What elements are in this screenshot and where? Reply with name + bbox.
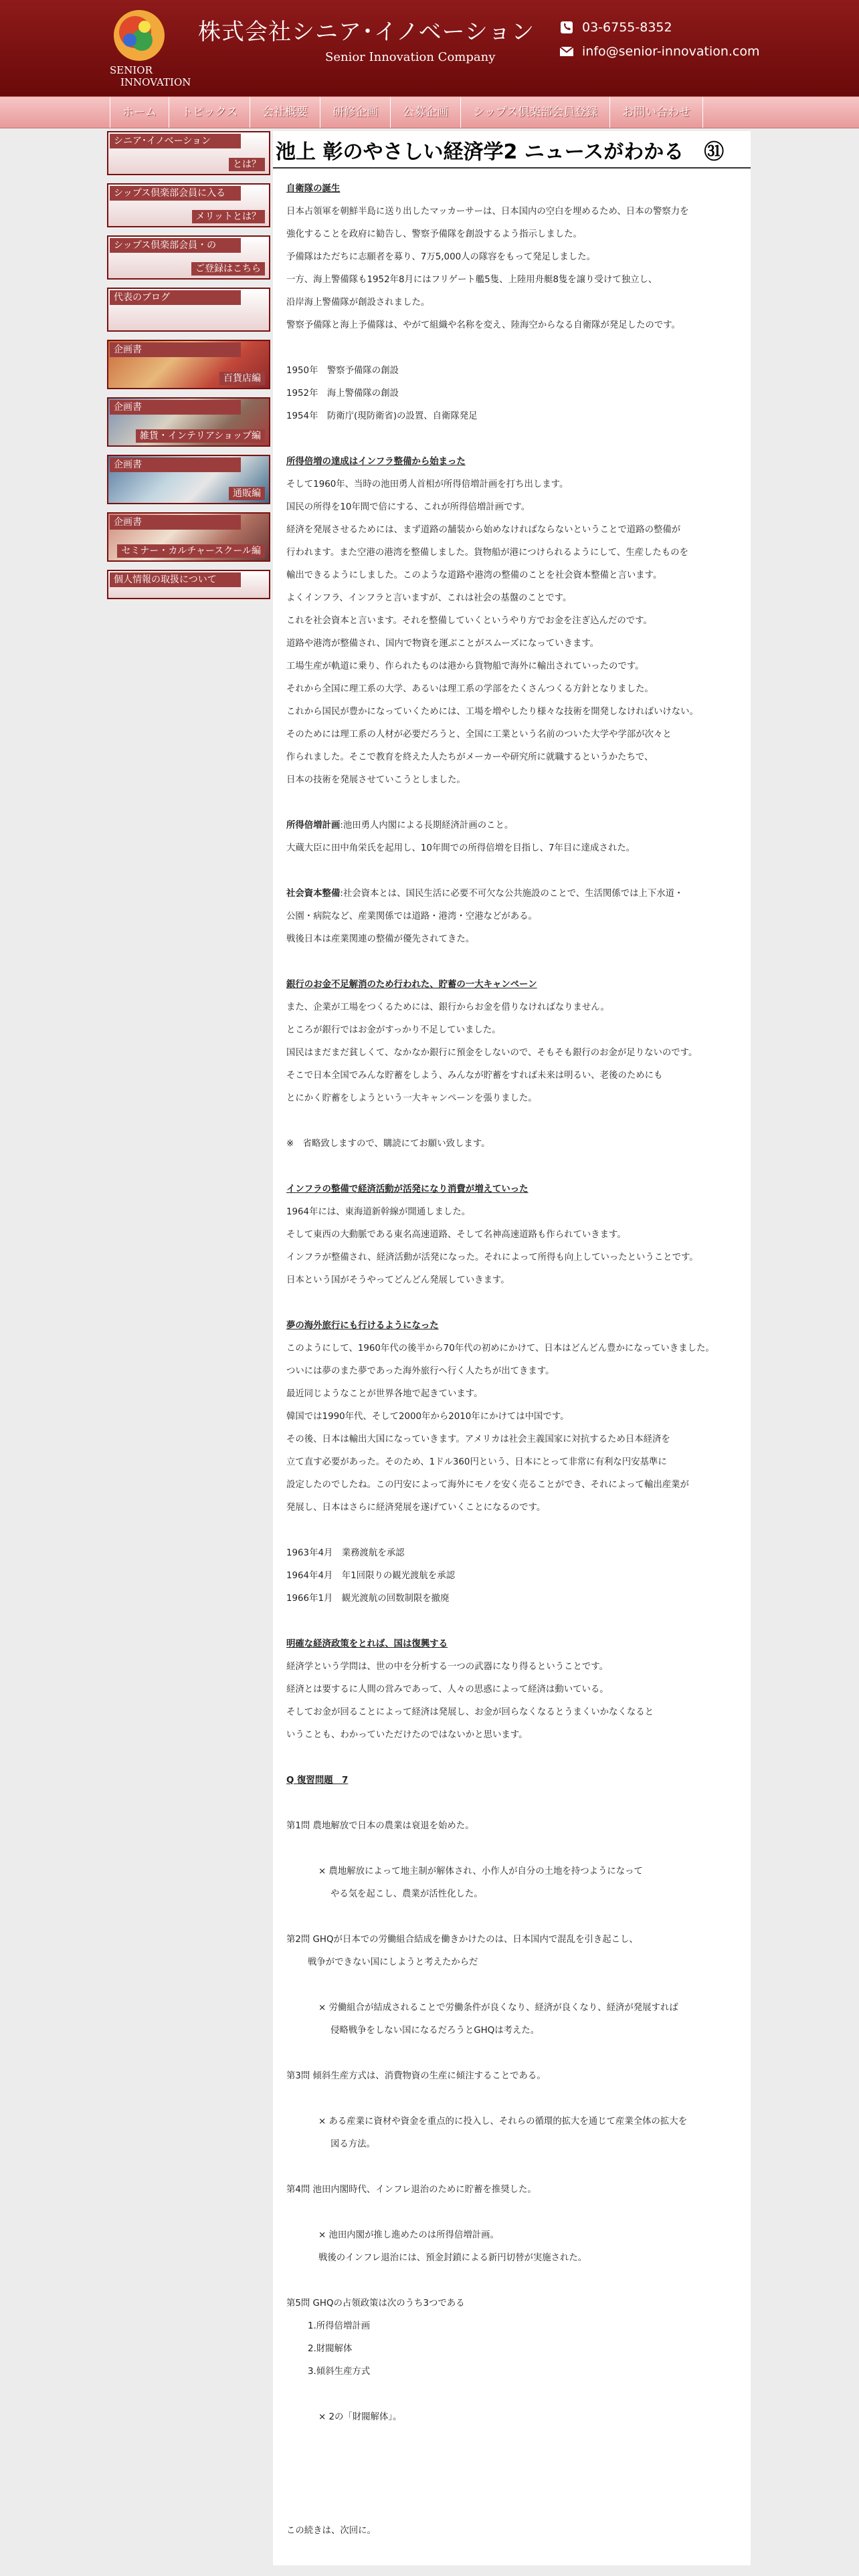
- article-line: 戦後のインフレ退治には、預金封鎖による新円切替が実施された。: [318, 2253, 587, 2263]
- nav-club-register[interactable]: シップス倶楽部会員登録: [461, 97, 610, 128]
- article-line: 1966年1月 観光渡航の回数制限を撤廃: [286, 1594, 450, 1604]
- logo-line1: SENIOR: [110, 64, 153, 76]
- main-content: [273, 131, 751, 2565]
- article-line: そして東西の大動脈である東名高速道路、そして名神高速道路も作られていきます。: [286, 1230, 626, 1240]
- article-line: また、企業が工場をつくるためには、銀行からお金を借りなければなりません。: [286, 1002, 609, 1012]
- sidebar-item-sub: 雑貨・インテリアショップ編: [136, 429, 265, 443]
- article-line: 輸出できるようにしました。このような道路や港湾の整備のことを社会資本整備と言います。: [286, 570, 662, 580]
- article-line: 戦後日本は産業関連の整備が優先されてきた。: [286, 934, 475, 944]
- article-line: [286, 428, 751, 451]
- phone-number[interactable]: 03-6755-8352: [582, 20, 672, 35]
- article-line: 侵略戦争をしない国になるだろうとGHQは考えた。: [330, 2026, 540, 2036]
- article-line: 強化することを政府に勧告し、警察予備隊を創設するよう指示しました。: [286, 229, 582, 239]
- article-line: 1964年4月 年1回限りの観光渡航を承認: [286, 1571, 455, 1581]
- article-line: [286, 2042, 751, 2065]
- article-line: 国民はまだまだ貧しくて、なかなか銀行に預金をしないので、そもそも銀行のお金が足りないのです。: [286, 1048, 698, 1058]
- sidebar-item-title: 企画書: [110, 515, 241, 530]
- sidebar-item-sub: 百貨店編: [219, 372, 265, 385]
- article-line: 日本の技術を発展させていこうとしました。: [286, 775, 466, 785]
- article-heading: 明確な経済政策をとれば、国は復興する: [286, 1639, 448, 1649]
- article-line: [286, 2474, 751, 2497]
- article-line: そしてお金が回ることによって経済は発展し、お金が回らなくなるとうまくいかなくなると: [286, 1707, 654, 1717]
- sidebar-item-title: 企画書: [110, 342, 241, 357]
- article-line: 予備隊はただちに志願者を募り、7万5,000人の隊容をもって発足しました。: [286, 252, 595, 262]
- sidebar-item-sub: ご登録はこちら: [191, 262, 265, 276]
- article-line: [286, 1747, 751, 1769]
- sidebar-item-title: 企画書: [110, 457, 241, 472]
- sidebar-item-club-merit[interactable]: [107, 183, 270, 227]
- article-heading: 所得倍増の達成はインフラ整備から始まった: [286, 457, 466, 467]
- article-line: 第3問 傾斜生産方式は、消費物資の生産に傾注することである。: [286, 2071, 546, 2081]
- sidebar-item-title: シニア･イノベーション: [110, 134, 241, 148]
- article-line: インフラが整備され、経済活動が活発になった。それによって所得も向上していったということです。: [286, 1253, 698, 1263]
- article-line: × 農地解放によって地主制が解体され、小作人が自分の土地を持つようになって: [318, 1866, 643, 1876]
- article-line: 経済とは要するに人間の営みであって、人々の思惑によって経済は動いている。: [286, 1685, 609, 1695]
- article-heading: インフラの整備で経済活動が活発になり消費が増えていった: [286, 1184, 529, 1194]
- article-line: × 2の「財閥解体」。: [318, 2412, 402, 2422]
- article-line: とにかく貯蓄をしようという一大キャンペーンを張りました。: [286, 1093, 537, 1103]
- article-line: [286, 337, 751, 360]
- article-line: 第4問 池田内閣時代、インフレ退治のために貯蓄を推奨した。: [286, 2185, 537, 2195]
- article-line: 第5問 GHQの占領政策は次のうち3つである: [286, 2298, 465, 2309]
- nav-public[interactable]: 公募企画: [391, 97, 461, 128]
- sidebar-item-title: シップス倶楽部会員・の: [110, 238, 241, 253]
- article-line: それから全国に理工系の大学、あるいは理工系の学部をたくさんつくる方針となりました。: [286, 684, 654, 694]
- article-line: 行われます。また空港の港湾を整備しました。貨物船が港につけられるようにして、生産したものを: [286, 548, 688, 558]
- article-line: 経済学という学問は、世の中を分析する一つの武器になり得るということです。: [286, 1662, 608, 1672]
- sidebar-item-title: 代表のブログ: [110, 290, 241, 305]
- article-line: これを社会資本と言います。それを整備していくというやり方でお金を注ぎ込んだのです。: [286, 616, 652, 626]
- company-logo-icon[interactable]: [110, 8, 169, 63]
- article-line: 3.傾斜生産方式: [308, 2367, 371, 2377]
- company-name-en: Senior Innovation Company: [325, 50, 496, 64]
- sidebar-item-blog[interactable]: [107, 288, 270, 332]
- article-line: [286, 2383, 751, 2406]
- article-heading: 自衛隊の誕生: [286, 184, 341, 194]
- article-line: 1.所得倍増計画: [308, 2321, 371, 2331]
- company-name: [198, 13, 535, 64]
- article-line: 公園・病院など、産業関係では道路・港湾・空港などがある。: [286, 911, 537, 922]
- article-line: 1954年 防衛庁(現防衛省)の設置、自衛隊発足: [286, 411, 478, 421]
- article-line: [286, 2429, 751, 2452]
- article-line: そこで日本全国でみんな貯蓄をしよう、みんなが貯蓄をすれば未来は明るい、老後のためにも: [286, 1071, 663, 1081]
- article-line: その後、日本は輸出大国になっていきます。アメリカは社会主義国家に対抗するため日本経済を: [286, 1434, 670, 1444]
- article-line: よくインフラ、インフラと言いますが、これは社会の基盤のことです。: [286, 593, 572, 603]
- nav-training[interactable]: 研修企画: [320, 97, 391, 128]
- article-heading: 銀行のお金不足解消のため行われた、貯蓄の一大キャンペーン: [286, 980, 537, 990]
- sidebar-item-plan-mail-order[interactable]: [107, 455, 270, 504]
- article-line: そのためには理工系の人材が必要だろうと、全国に工業という名前のついた大学や学部が次々と: [286, 730, 672, 740]
- article-line: 1952年 海上警備隊の創設: [286, 389, 399, 399]
- site-header: [0, 0, 859, 96]
- page-title: 池上 彰のやさしい経済学2 ニュースがわかる ㉛: [273, 140, 751, 169]
- article-line: [286, 1610, 751, 1633]
- sidebar-item-sub: セミナー・カルチャースクール編: [117, 544, 265, 558]
- article-line: 1964年には、東海道新幹線が開通しました。: [286, 1207, 471, 1217]
- sidebar-item-plan-interior[interactable]: [107, 397, 270, 447]
- article-line: この続きは、次回に。: [286, 2526, 376, 2536]
- article-line: [286, 2088, 751, 2111]
- article-line: × 池田内閣が推し進めたのは所得倍増計画。: [318, 2230, 499, 2240]
- article-line: 韓国では1990年代、そして2000年から2010年にかけては中国です。: [286, 1412, 569, 1422]
- article-line: 工場生産が軌道に乗り、作られたものは港から貨物船で海外に輸出されていったのです。: [286, 661, 644, 671]
- article-line: ところが銀行ではお金がすっかり不足していました。: [286, 1025, 501, 1035]
- article-line: 所得倍増計画:池田勇人内閣による長期経済計画のこと。: [286, 821, 514, 831]
- article-line: [286, 2452, 751, 2474]
- article-line: [286, 2270, 751, 2292]
- article-heading: 夢の海外旅行にも行けるようになった: [286, 1321, 439, 1331]
- article-line: [286, 792, 751, 815]
- article-line: これから国民が豊かになっていくためには、工場を増やしたり様々な技術を開発しなければいけない。: [286, 707, 698, 717]
- sidebar-item-title: シップス倶楽部会員に入る: [110, 186, 241, 201]
- article-line: [286, 1792, 751, 1815]
- article-line: [286, 1292, 751, 1315]
- article-line: [286, 1519, 751, 1542]
- article-line: [286, 951, 751, 974]
- sidebar-item-plan-seminar[interactable]: [107, 512, 270, 562]
- article-line: やる気を起こし、農業が活性化した。: [330, 1889, 483, 1899]
- phone-icon: [559, 21, 574, 34]
- article-line: × ある産業に資材や資金を重点的に投入し、それらの循環的拡大を通じて産業全体の拡大を: [318, 2117, 688, 2127]
- article-line: 大蔵大臣に田中角栄氏を起用し、10年間での所得倍増を目指し、7年目に達成された。: [286, 843, 636, 853]
- article-heading: Q 復習問題 7: [286, 1776, 349, 1786]
- article-line: 社会資本整備:社会資本とは、国民生活に必要不可欠な公共施設のことで、生活関係では上下水道・: [286, 889, 684, 899]
- sidebar-item-about[interactable]: [107, 131, 270, 175]
- article-line: 発展し、日本はさらに経済発展を遂げていくことになるのです。: [286, 1503, 546, 1513]
- article-line: [286, 2202, 751, 2224]
- article-line: [286, 1974, 751, 1997]
- email-address[interactable]: info@senior-innovation.com: [582, 44, 760, 59]
- article-line: 一方、海上警備隊も1952年8月にはフリゲート艦5隻、上陸用舟艇8隻を譲り受けて独立し、: [286, 275, 658, 285]
- logo-text: [110, 64, 191, 88]
- article-line: [286, 1156, 751, 1178]
- contact-info: [559, 20, 760, 68]
- article-line: [286, 1110, 751, 1133]
- article-line: × 労働組合が結成されることで労働条件が良くなり、経済が良くなり、経済が発展すれば: [318, 2003, 678, 2013]
- sidebar-item-privacy[interactable]: [107, 570, 270, 599]
- sidebar-item-club-register[interactable]: [107, 235, 270, 280]
- article-line: 警察予備隊と海上予備隊は、やがて組織や名称を変え、陸海空からなる自衛隊が発足したのです。: [286, 320, 680, 330]
- article-line: このようにして、1960年代の後半から70年代の初めにかけて、日本はどんどん豊かになっていきました。: [286, 1344, 714, 1354]
- article-line: 日本という国がそうやってどんどん発展していきます。: [286, 1275, 510, 1285]
- nav-company[interactable]: 会社概要: [250, 97, 320, 128]
- sidebar-item-title: 企画書: [110, 400, 241, 415]
- main-nav-bar: [0, 96, 859, 128]
- article-line: 沿岸海上警備隊が創設されました。: [286, 298, 430, 308]
- article-line: ※ 省略致しますので、購読にてお願い致します。: [286, 1139, 490, 1149]
- sidebar-item-title: 個人情報の取扱について: [110, 572, 241, 587]
- sidebar-item-sub: 通販編: [229, 487, 265, 500]
- sidebar: [107, 131, 270, 607]
- nav-home[interactable]: ホーム: [110, 97, 169, 128]
- sidebar-item-sub: とは？: [229, 158, 265, 171]
- nav-contact[interactable]: お問い合わせ: [610, 97, 703, 128]
- article-line: 日本占領軍を朝鮮半島に送り出したマッカーサーは、日本国内の空白を埋めるため、日本の警察力を: [286, 207, 689, 217]
- sidebar-item-plan-department-store[interactable]: [107, 340, 270, 389]
- article-line: [286, 1838, 751, 1860]
- article-line: 戦争ができない国にしようと考えたからだ: [308, 1957, 478, 1967]
- article-line: [286, 1906, 751, 1929]
- sidebar-item-sub: メリットとは？: [192, 210, 265, 223]
- company-name-jp: 株式会社シニア･イノベーション: [198, 19, 535, 45]
- article-line: 国民の所得を10年間で倍にする、これが所得倍増計画です。: [286, 502, 531, 512]
- article-line: そして1960年、当時の池田勇人首相が所得倍増計画を打ち出します。: [286, 479, 569, 490]
- article-line: いうことも、わかっていただけたのではないかと思います。: [286, 1730, 528, 1740]
- article-line: 1950年 警察予備隊の創設: [286, 366, 399, 376]
- article-line: 第1問 農地解放で日本の農業は衰退を始めた。: [286, 1821, 474, 1831]
- article-line: [286, 2156, 751, 2179]
- article-line: [286, 860, 751, 883]
- logo-line2: INNOVATION: [120, 76, 191, 88]
- article-line: 2.財閥解体: [308, 2344, 353, 2354]
- article-line: 図る方法。: [330, 2139, 375, 2149]
- article-line: 作られました。そこで教育を終えた人たちがメーカーや研究所に就職するというかたちで、: [286, 752, 654, 762]
- article-line: 経済を発展させるためには、まず道路の舗装から始めなければならないということで道路の整備が: [286, 525, 681, 535]
- nav-topics[interactable]: トピックス: [169, 97, 250, 128]
- article-line: ついには夢のまた夢であった海外旅行へ行く人たちが出てきます。: [286, 1366, 555, 1376]
- article-line: 最近同じようなことが世界各地で起きています。: [286, 1389, 483, 1399]
- mail-icon: [559, 45, 574, 58]
- article-line: 道路や港湾が整備され、国内で物資を運ぶことがスムーズになっていきます。: [286, 639, 599, 649]
- article-body: [273, 169, 751, 2543]
- article-line: 設定したのでしたね。この円安によって海外にモノを安く売ることができ、それによって輸出産業が: [286, 1480, 689, 1490]
- article-line: 1963年4月 業務渡航を承認: [286, 1548, 405, 1558]
- article-line: [286, 2497, 751, 2520]
- main-nav: [110, 97, 703, 128]
- article-line: 立て直す必要があった。そのため、1ドル360円という、日本にとって非常に有利な円安基準に: [286, 1457, 667, 1467]
- article-line: 第2問 GHQが日本での労働組合結成を働きかけたのは、日本国内で混乱を引き起こし、: [286, 1935, 638, 1945]
